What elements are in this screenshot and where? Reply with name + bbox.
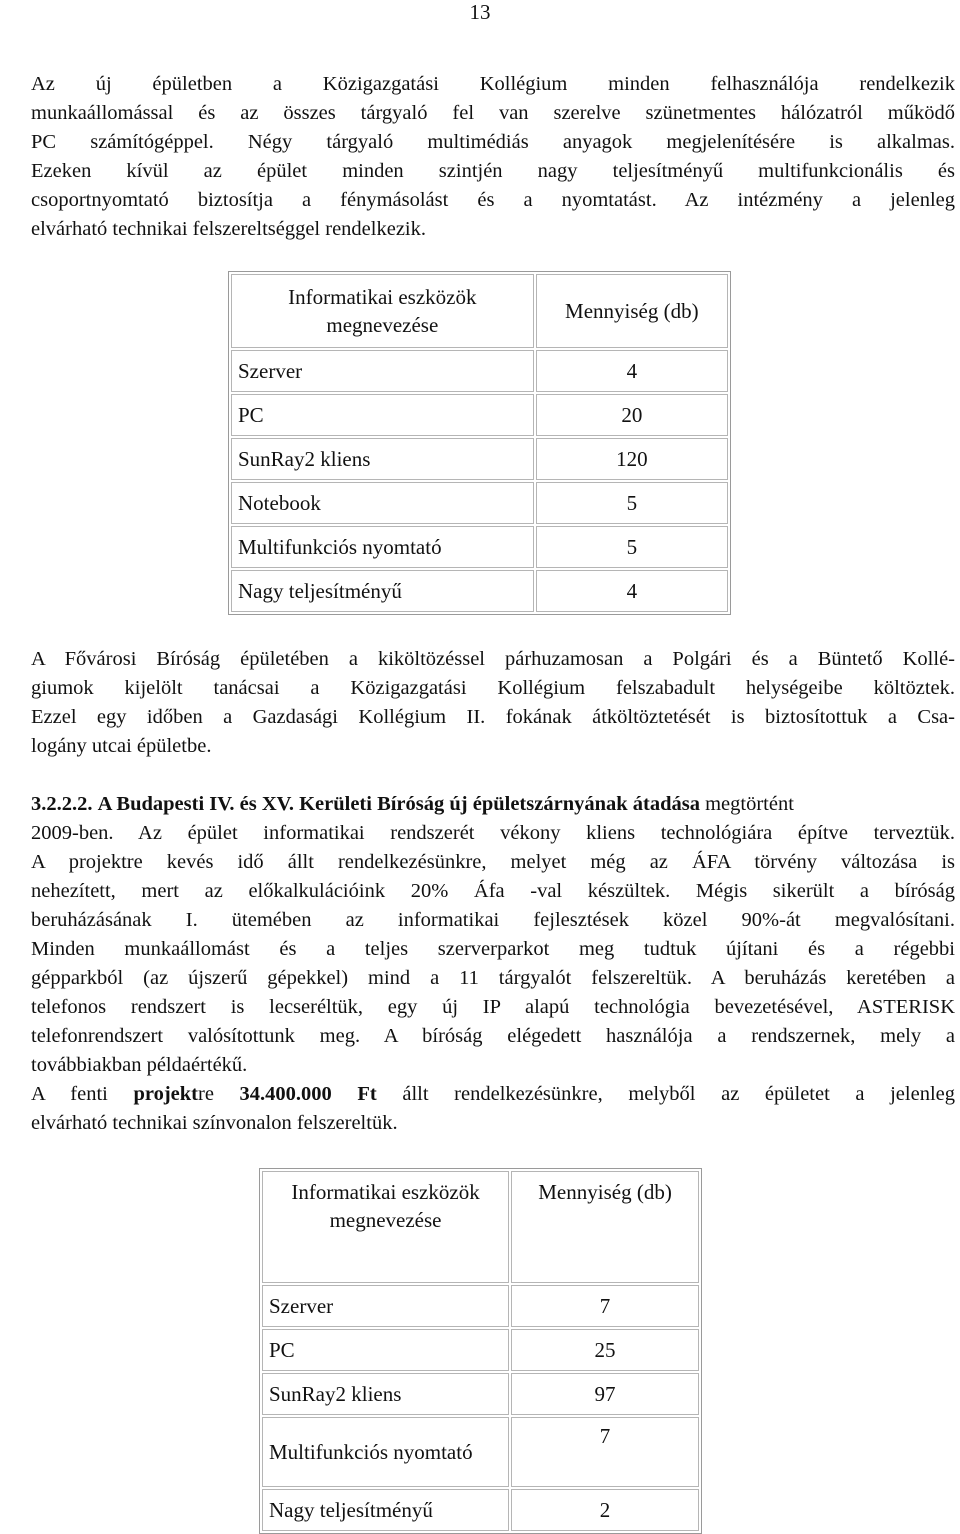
table-row: [262, 1329, 699, 1371]
text-line: Minden munkaállomást és a teljes szerverparkot meg tudtuk újítani és a régebbi: [31, 938, 955, 960]
section-heading: [31, 790, 955, 819]
section-title-suffix: megtörtént: [699, 793, 794, 815]
intro-paragraph: [31, 70, 955, 244]
table-header-row: [231, 274, 728, 348]
text-line: továbbiakban példaértékű.: [31, 1054, 248, 1076]
header-name-cell: Informatikai eszközök megnevezése: [231, 274, 534, 348]
table-row: [231, 438, 728, 480]
text-line: nehezített, mert az előkalkulációink 20% Áfa -val készültek. Mégis sikerült a bíróság: [31, 880, 955, 902]
table-row: [262, 1373, 699, 1415]
text-line: PC számítógéppel. Négy tárgyaló multimédiás anyagok megjelenítésére is alkalmas.: [31, 131, 955, 153]
text-line: Ezzel egy időben a Gazdasági Kollégium II. fokának átköltöztetését is biztosítottuk a Csa-: [31, 706, 955, 728]
header-qty-cell: Mennyiség (db): [536, 274, 728, 348]
text-line: 2009-ben. Az épület informatikai rendszerét vékony kliens technológiára építve terveztük.: [31, 822, 955, 844]
text-line: elvárható technikai színvonalon felszereltük.: [31, 1112, 398, 1134]
table-row: [231, 482, 728, 524]
funding-prefix: A fenti: [31, 1083, 134, 1105]
table-row: [231, 350, 728, 392]
item-name-cell: PC: [231, 394, 534, 436]
text-line: gépparkból (az újszerű gépekkel) mind a 11 tárgyalót felszereltük. A beruházás keretében a: [31, 967, 955, 989]
item-qty-cell: 120: [536, 438, 728, 480]
header-qty-cell: Mennyiség (db): [511, 1171, 699, 1283]
table-row: [231, 394, 728, 436]
table-row: [262, 1489, 699, 1531]
item-qty-cell: 4: [536, 350, 728, 392]
text-line: logány utcai épületbe.: [31, 735, 212, 757]
item-name-cell: Szerver: [262, 1285, 509, 1327]
funding-rest: állt rendelkezésünkre, melyből az épületet a jelenleg: [376, 1083, 955, 1105]
item-qty-cell: 5: [536, 482, 728, 524]
funding-amount: 34.400.000 Ft: [239, 1083, 377, 1105]
item-qty-cell: 4: [536, 570, 728, 612]
text-line: elvárható technikai felszereltséggel rendelkezik.: [31, 218, 426, 240]
text-line: csoportnyomtató biztosítja a fénymásolást és a nyomtatást. Az intézmény a jelenleg: [31, 189, 955, 211]
relocation-paragraph: [31, 645, 955, 761]
funding-bold-project: projekt: [133, 1083, 198, 1105]
item-name-cell: PC: [262, 1329, 509, 1371]
item-qty-cell: 7: [511, 1285, 699, 1327]
text-line: giumok kijelölt tanácsai a Közigazgatási Kollégium felszabadult helységeibe költöztek.: [31, 677, 955, 699]
table-row: [262, 1285, 699, 1327]
item-name-cell: Notebook: [231, 482, 534, 524]
item-name-cell: Multifunkciós nyomtató: [231, 526, 534, 568]
section-title: A Budapesti IV. és XV. Kerületi Bíróság új épületszárnyának átadása: [97, 793, 700, 815]
item-qty-cell: 20: [536, 394, 728, 436]
item-qty-cell: 5: [536, 526, 728, 568]
page-number: 13: [469, 0, 491, 24]
text-line: telefonos rendszert is lecseréltük, egy új IP alapú technológia bevezetésével, ASTERISK: [31, 996, 955, 1018]
table-row: [262, 1417, 699, 1487]
funding-line: [31, 1080, 955, 1109]
text-line: Ezeken kívül az épület minden szintjén nagy teljesítményű multifunkcionális és: [31, 160, 955, 182]
text-line: telefonrendszert valósítottunk meg. A bíróság elégedett használója a rendszernek, mely a: [31, 1025, 955, 1047]
text-line: munkaállomással és az összes tárgyaló fel van szerelve szünetmentes hálózatról működő: [31, 102, 955, 124]
funding-mid: re: [198, 1083, 240, 1105]
table-header-row: [262, 1171, 699, 1283]
equipment-table-1: [228, 271, 731, 615]
table-row: [231, 526, 728, 568]
text-line: Az új épületben a Közigazgatási Kollégium minden felhasználója rendelkezik: [31, 73, 955, 95]
section-number: 3.2.2.2.: [31, 793, 93, 815]
item-name-cell: Nagy teljesítményű: [262, 1489, 509, 1531]
text-line: beruházásának I. ütemében az informatikai fejlesztések közel 90%-át megvalósítani.: [31, 909, 955, 931]
text-line: A Fővárosi Bíróság épületében a kiköltözéssel párhuzamosan a Polgári és a Büntető Kollé-: [31, 648, 955, 670]
equipment-table-2: [259, 1168, 702, 1534]
section-paragraph: [31, 790, 955, 1138]
header-name-cell: Informatikai eszközök megnevezése: [262, 1171, 509, 1283]
item-qty-cell: 25: [511, 1329, 699, 1371]
item-name-cell: Multifunkciós nyomtató: [262, 1417, 509, 1487]
item-name-cell: Nagy teljesítményű: [231, 570, 534, 612]
item-name-cell: Szerver: [231, 350, 534, 392]
item-qty-cell: 97: [511, 1373, 699, 1415]
text-line: A projektre kevés idő állt rendelkezésünkre, melyet még az ÁFA törvény változása is: [31, 851, 955, 873]
table-row: [231, 570, 728, 612]
item-name-cell: SunRay2 kliens: [231, 438, 534, 480]
item-name-cell: SunRay2 kliens: [262, 1373, 509, 1415]
item-qty-cell: 2: [511, 1489, 699, 1531]
item-qty-cell: 7: [511, 1417, 699, 1487]
